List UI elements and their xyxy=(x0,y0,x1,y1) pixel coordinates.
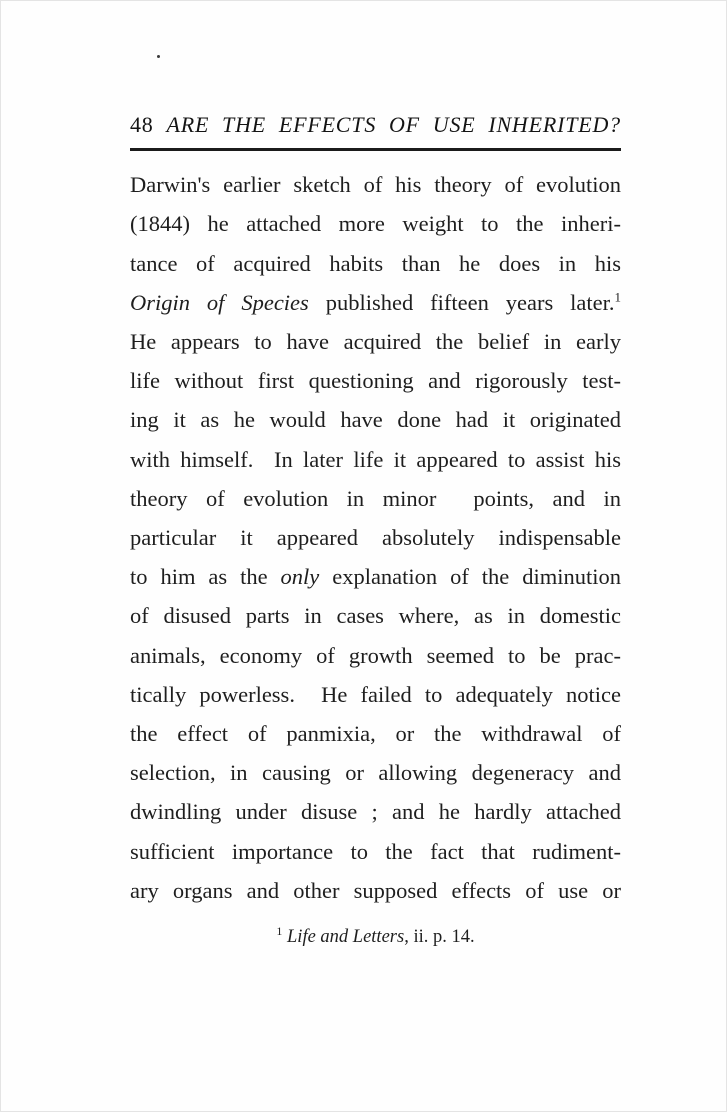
text-line: ary organs and other supposed effects of use or xyxy=(130,877,621,903)
text-line: with himself. In later life it appeared to assist his xyxy=(130,446,621,472)
text-line: sufficient importance to the fact that rudiment- xyxy=(130,838,621,864)
text-line: tance of acquired habits than he does in his xyxy=(130,250,621,276)
text-line: life without first questioning and rigorously test- xyxy=(130,368,621,394)
text-line: animals, economy of growth seemed to be prac- xyxy=(130,642,621,668)
text-line: He appears to have acquired the belief in early xyxy=(130,329,621,354)
text-line: selection, in causing or allowing degeneracy and xyxy=(130,760,621,786)
text-line: ing it as he would have done had it originated xyxy=(130,407,621,433)
text-line: the effect of panmixia, or the withdrawal of xyxy=(130,721,621,747)
text-line: Darwin's earlier sketch of his theory of evolution xyxy=(130,172,621,198)
header-rule xyxy=(130,148,621,151)
page-number: 48 xyxy=(130,112,154,137)
text-line: theory of evolution in minor points, and in xyxy=(130,485,621,511)
text-block xyxy=(130,113,621,948)
page-header xyxy=(130,113,621,137)
footnote: $^1$ Life and Letters, ii. p. 14. xyxy=(276,923,475,948)
body-text xyxy=(130,165,621,910)
scan-speck xyxy=(157,55,160,58)
text-line: to him as the only explanation of the diminution xyxy=(130,564,621,590)
text-line: particular it appeared absolutely indispensable xyxy=(130,525,621,551)
text-line: of disused parts in cases where, as in domestic xyxy=(130,603,621,629)
text-line: dwindling under disuse ; and he hardly attached xyxy=(130,799,621,825)
text-line: (1844) he attached more weight to the inheri- xyxy=(130,211,621,237)
text-line: Origin of Species published fifteen years later.$^1$ xyxy=(130,289,621,315)
running-title: ARE THE EFFECTS OF USE INHERITED? xyxy=(166,112,621,137)
text-line: tically powerless. He failed to adequately notice xyxy=(130,681,621,707)
